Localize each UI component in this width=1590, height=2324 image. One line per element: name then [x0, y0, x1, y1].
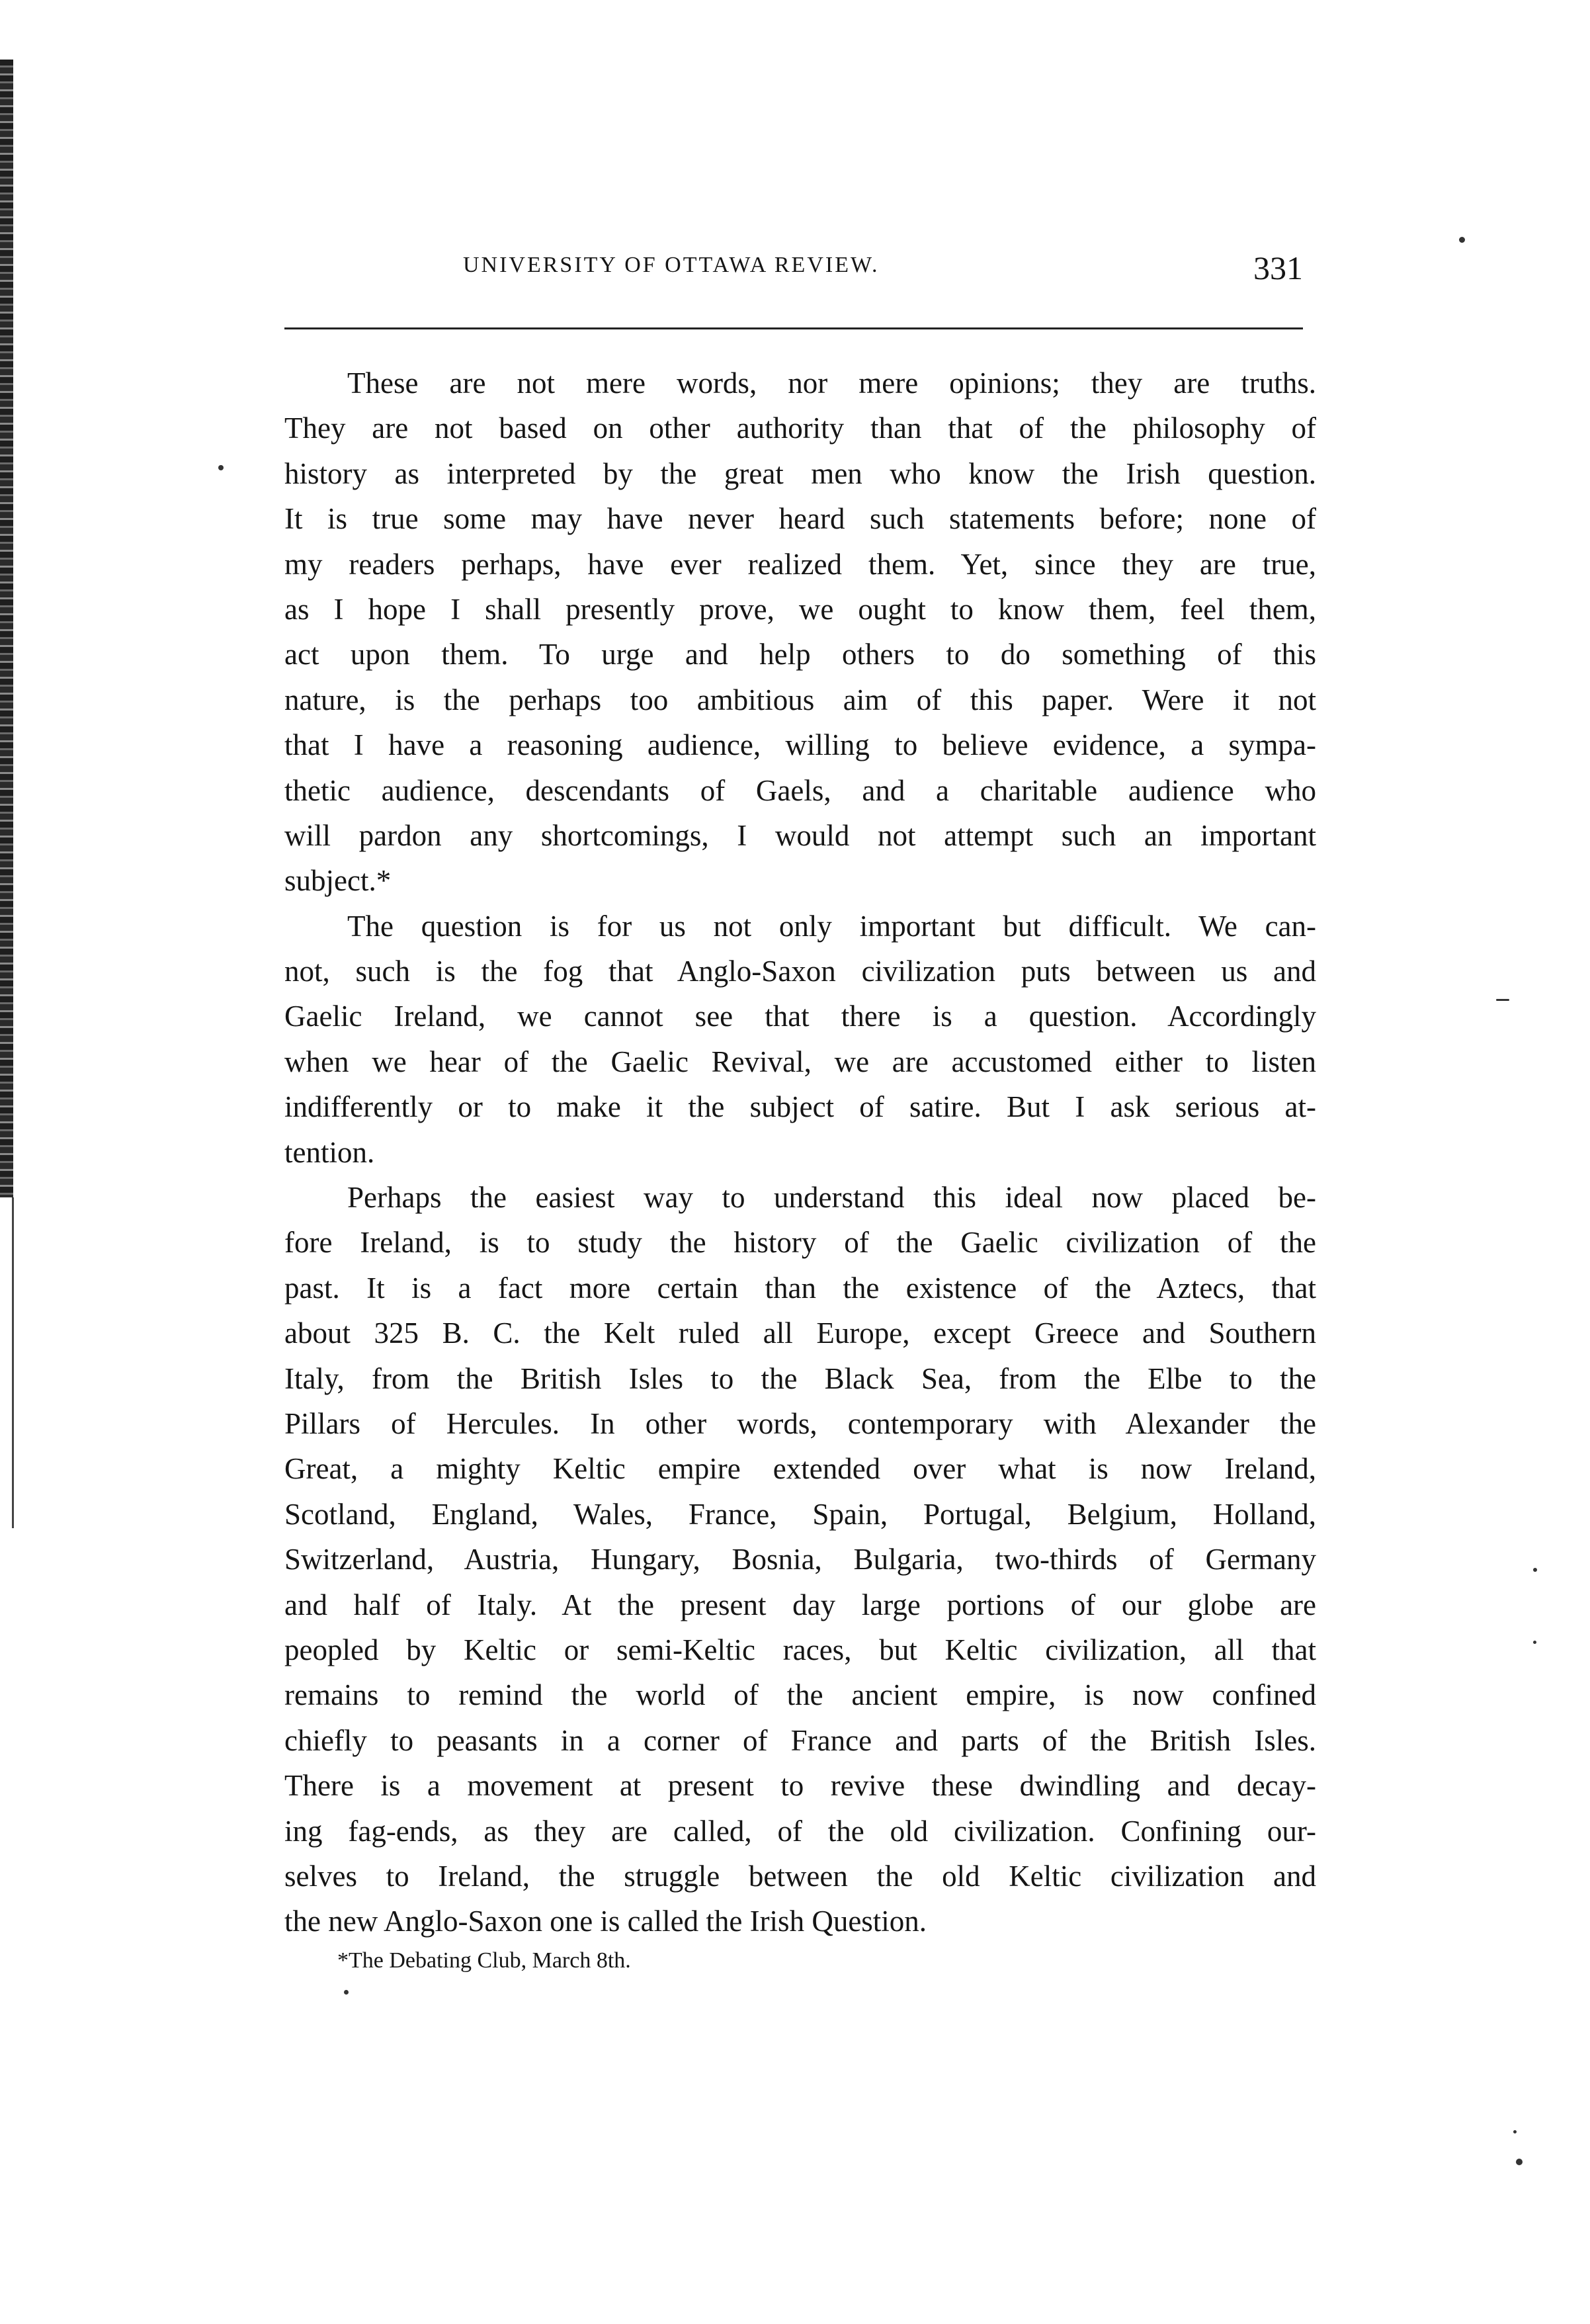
text-line: Switzerland, Austria, Hungary, Bosnia, Bulgaria, two-thirds of Germany	[284, 1543, 1316, 1576]
text-line: my readers perhaps, have ever realized them. Yet, since they are true,	[284, 547, 1316, 581]
scan-speck	[1533, 1641, 1536, 1644]
scan-speck	[1513, 2130, 1517, 2133]
text-line: subject.*	[284, 864, 392, 898]
text-line: the new Anglo-Saxon one is called the Irish Question.	[284, 1905, 927, 1938]
paragraph-1	[284, 361, 1316, 904]
running-title: UNIVERSITY OF OTTAWA REVIEW.	[463, 253, 880, 277]
text-line: history as interpreted by the great men who know the Irish question.	[284, 456, 1316, 490]
text-line: chiefly to peasants in a corner of France and parts of the British Isles.	[284, 1723, 1316, 1757]
text-line: The question is for us not only important but difficult. We can-	[347, 909, 1316, 943]
scan-speck	[218, 465, 224, 470]
text-line: and half of Italy. At the present day large portions of our globe are	[284, 1588, 1316, 1621]
header-rule	[284, 327, 1303, 329]
scan-binding-edge	[0, 60, 13, 1197]
text-line: selves to Ireland, the struggle between the old Keltic civilization and	[284, 1859, 1316, 1893]
text-line: act upon them. To urge and help others to do something of this	[284, 638, 1316, 671]
scan-speck	[344, 1990, 349, 1995]
text-line: fore Ireland, is to study the history of the Gaelic civilization of the	[284, 1226, 1316, 1260]
scan-speck	[1496, 999, 1509, 1001]
text-line: indifferently or to make it the subject of satire. But I ask serious at-	[284, 1090, 1316, 1124]
text-line: as I hope I shall presently prove, we ought to know them, feel them,	[284, 592, 1316, 626]
text-line: about 325 B. C. the Kelt ruled all Europe, except Greece and Southern	[284, 1316, 1316, 1350]
text-line: Great, a mighty Keltic empire extended over what is now Ireland,	[284, 1452, 1316, 1486]
text-line: These are not mere words, nor mere opinions; they are truths.	[347, 366, 1316, 400]
text-line: Pillars of Hercules. In other words, contemporary with Alexander the	[284, 1406, 1316, 1440]
text-line: when we hear of the Gaelic Revival, we are accustomed either to listen	[284, 1045, 1316, 1078]
body-text	[284, 361, 1316, 1977]
text-line: will pardon any shortcomings, I would not attempt such an important	[284, 818, 1316, 852]
text-line: Gaelic Ireland, we cannot see that there is a question. Accordingly	[284, 1000, 1316, 1033]
paragraph-3	[284, 1175, 1316, 1944]
text-line: It is true some may have never heard such statements before; none of	[284, 502, 1316, 536]
scan-speck	[1516, 2159, 1523, 2165]
scan-speck	[1533, 1568, 1537, 1572]
text-line: peopled by Keltic or semi-Keltic races, but Keltic civilization, all that	[284, 1633, 1316, 1666]
text-line: There is a movement at present to revive these dwindling and decay-	[284, 1769, 1316, 1803]
scan-speck	[1459, 237, 1465, 243]
page-number: 331	[1253, 249, 1303, 286]
text-line: tention.	[284, 1135, 375, 1169]
text-line: thetic audience, descendants of Gaels, and a charitable audience who	[284, 773, 1316, 807]
paragraph-2	[284, 904, 1316, 1175]
text-line: Italy, from the British Isles to the Black Sea, from the Elbe to the	[284, 1361, 1316, 1395]
text-line: that I have a reasoning audience, willing to believe evidence, a sympa-	[284, 728, 1316, 762]
text-line: Scotland, England, Wales, France, Spain, Portugal, Belgium, Holland,	[284, 1497, 1316, 1531]
text-line: past. It is a fact more certain than the existence of the Aztecs, that	[284, 1271, 1316, 1305]
text-line: ing fag-ends, as they are called, of the old civilization. Confining our-	[284, 1814, 1316, 1848]
footnote: *The Debating Club, March 8th.	[337, 1948, 631, 1973]
text-line: They are not based on other authority than that of the philosophy of	[284, 411, 1316, 445]
text-line: remains to remind the world of the ancient empire, is now confined	[284, 1678, 1316, 1712]
text-line: Perhaps the easiest way to understand this ideal now placed be-	[347, 1181, 1316, 1215]
scan-binding-edge-thin	[12, 1197, 14, 1528]
running-head	[284, 249, 1303, 299]
text-line: not, such is the fog that Anglo-Saxon civilization puts between us and	[284, 955, 1316, 988]
text-line: nature, is the perhaps too ambitious aim of this paper. Were it not	[284, 683, 1316, 716]
